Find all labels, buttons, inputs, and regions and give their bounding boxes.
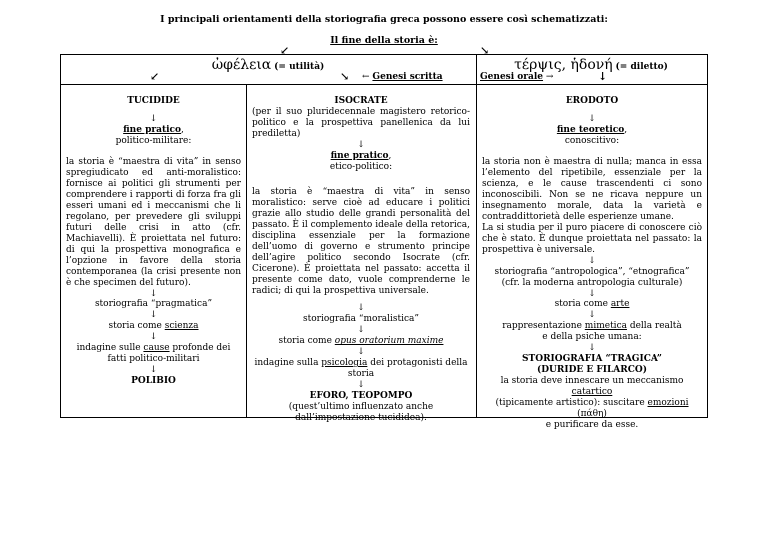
arrow-down: ↓ — [149, 365, 158, 376]
arrow-right: → — [545, 72, 554, 82]
col1-paragraph: la storia è “maestra di vita” in senso spregiudicato ed anti-moralistico: fornisce ai politici gli strumenti per comprendere i rapporti di forza fra gli esseri umani ed i meccanismi che li regolano, per prevedere gli sviluppi futuri delle crisi in atto (cfr. Machiavelli). È proiettata nel futuro: di qui la prospettiva monografica e l’opzione in favore della storia contemporanea (la crisi presente non è che specimen del futuro). — [66, 156, 241, 288]
document-subtitle: Il fine della storia è: — [330, 35, 438, 46]
arrow-down: ↓ — [588, 310, 596, 321]
greek-utilita: ὠφέλεια — [211, 57, 272, 73]
col2-fine-desc: etico-politico: — [329, 161, 393, 172]
col2-paragraph: la storia è “maestra di vita” in senso moralistico: serve cioè ad educare i politici grazie allo studio delle grandi personalità del passato. È il complemento ideale della retorica, disciplina essenziale per la formazione dell’uomo di governo e strumento principe dell’agire politico secondo Isocrate (cfr. Cicerone). È proiettata nel passato: accetta il presente come dato, vuole comprenderne le radici; di qui la prospettiva universale. — [252, 186, 470, 296]
col1-fine: fine pratico — [123, 124, 181, 135]
col3-s3: rappresentazione mimetica della realtà — [502, 321, 682, 332]
col1-fine-desc: politico-militare: — [115, 135, 192, 146]
arrow-down: ↓ — [149, 113, 158, 124]
arrow-se-top: ↘ — [480, 44, 490, 57]
column-isocrate: ISOCRATE (per il suo pluridecennale magistero retorico-politico e la prospettiva panellenica da lui prediletta) ↓ fine pratico, etico-politico: la storia è “maestra di vita” in senso moralistico: serve cioè ad educare i politici grazie allo studio delle grandi personalità del passato. È il complemento ideale della retorica, disciplina essenziale per la formazione dell’uomo di governo e strumento principe dell’agire politico secondo Isocrate (cfr. Cicerone). È proiettata nel passato: accetta il presente come dato, vuole comprenderne le radici; di qui la prospettiva universale. ↓ storiografia “moralistica” ↓ storia come opus oratorium maxime ↓ indagine sulla psicologia dei protagonisti della storia ↓ EFORO, TEOPOMPO (quest’ultimo influenzato anche dall’impostazione tucididea). — [252, 96, 470, 424]
arrow-sw-top: ↙ — [280, 44, 290, 57]
genesi-orale-label: Genesi orale — [480, 72, 544, 82]
greek-diletto: τέρψις, ἡδονή — [514, 57, 613, 73]
document-title: I principali orientamenti della storiografia greca possono essere così schematizzati: — [160, 14, 608, 25]
arrow-left: ← — [362, 72, 370, 82]
column-erodoto: ERODOTO ↓ fine teoretico, conoscitivo: la storia non è maestra di nulla; manca in essa l’elemento del ripetibile, essenziale per la scienza, e le cause trascendenti ci sono inconoscibili. Non se ne ricava neppure un insegnamento morale, data la varietà e contraddittorietà delle esperienze umane. La si studia per il puro piacere di conoscere ciò che è stato. È dunque proiettata nel passato: la prospettiva è universale. ↓ storiografia “antropologica”, “etnografica” (cfr. la moderna antropologia culturale) ↓ storia come arte ↓ rappresentazione mimetica della realtà e della psiche umana: ↓ STORIOGRAFIA “TRAGICA” (DURIDE E FILARCO) la storia deve innescare un meccanismo catartico (tipicamente artistico): suscitare emozioni (πάθη) e purificare da esse. — [482, 96, 702, 431]
arrow-down: ↓ — [357, 325, 365, 336]
col3-fine-desc: conoscitivo: — [564, 135, 620, 146]
arrow-down: ↓ — [357, 303, 365, 314]
col3-s5-line3: e purificare da esse. — [545, 420, 639, 431]
col3-fine: fine teoretico — [556, 124, 625, 135]
genesi-orale — [480, 72, 553, 83]
col2-intro: (per il suo pluridecennale magistero retorico-politico e la prospettiva panellenica da lui prediletta) — [252, 106, 470, 139]
col2-s2: storia come opus oratorium maxime — [278, 336, 444, 347]
col3-s1: storiografia “antropologica”, “etnografica” — [494, 266, 690, 277]
col3-paragraph-2: La si studia per il puro piacere di conoscere ciò che è stato. È dunque proiettata nel passato: la prospettiva è universale. — [482, 222, 702, 255]
col1-s1: storiografia “pragmatica” — [94, 299, 213, 310]
col3-s2: storia come arte — [554, 299, 630, 310]
header-separator — [60, 84, 707, 85]
col1-name: TUCIDIDE — [127, 96, 180, 106]
col1-s2: storia come scienza — [108, 321, 199, 332]
col3-s5-line1: la storia deve innescare un meccanismo catartico — [500, 376, 684, 398]
arrow-down: ↓ — [588, 288, 596, 299]
col2-s1: storiografia “moralistica” — [302, 314, 419, 325]
arrow-down: ↓ — [149, 332, 158, 343]
col2-name: ISOCRATE — [334, 96, 388, 106]
col2-s3: indagine sulla psicologia dei protagonisti della storia — [254, 358, 468, 380]
col1-polibio: POLIBIO — [131, 376, 176, 387]
arrow-down: ↓ — [357, 380, 365, 391]
col1-s3: indagine sulle cause profonde dei fatti politico-militari — [76, 343, 231, 365]
col2-note: (quest’ultimo influenzato anche dall’impostazione tucididea). — [288, 402, 434, 424]
column-tucidide: TUCIDIDE ↓ fine pratico, politico-militare: la storia è “maestra di vita” in senso spregiudicato ed anti-moralistico: fornisce ai politici gli strumenti per comprendere i rapporti di forza fra gli esseri umani ed i meccanismi che li regolano, per prevedere gli sviluppi futuri delle crisi in atto (cfr. Machiavelli). È proiettata nel futuro: di qui la prospettiva monografica e l’opzione in favore della storia contemporanea (la crisi presente non è che specimen del futuro). ↓ storiografia “pragmatica” ↓ storia come scienza ↓ indagine sulle cause profonde dei fatti politico-militari ↓ POLIBIO — [66, 96, 241, 387]
gloss-utilita: (= utilità) — [274, 62, 325, 72]
gloss-diletto: (= diletto) — [615, 62, 668, 72]
arrow-sw-left: ↙ — [150, 70, 160, 83]
col2-eforo: EFORO, TEOPOMPO — [309, 391, 413, 402]
arrow-down: ↓ — [588, 255, 596, 266]
arrow-down-right-header: ↓ — [598, 70, 608, 83]
divider-main — [476, 54, 477, 417]
arrow-se-mid: ↘ — [340, 70, 350, 83]
col3-name: ERODOTO — [565, 96, 619, 106]
col3-tragica: STORIOGRAFIA “TRAGICA” — [522, 354, 662, 365]
col3-paragraph-1: la storia non è maestra di nulla; manca in essa l’elemento del ripetibile, essenziale per la scienza, e le cause trascendenti ci sono inconoscibili. Non se ne ricava neppure un insegnamento morale, data la varietà e contraddittorietà delle esperienze umane. — [482, 156, 702, 222]
divider-col1 — [246, 84, 247, 417]
arrow-down: ↓ — [588, 343, 596, 354]
arrow-down: ↓ — [357, 139, 365, 150]
arrow-down: ↓ — [588, 113, 596, 124]
arrow-down: ↓ — [149, 310, 158, 321]
col3-s3d: e della psiche umana: — [542, 332, 642, 343]
col3-s5-line2: (tipicamente artistico): suscitare emozioni (πάθη) — [495, 398, 689, 420]
arrow-down: ↓ — [149, 288, 158, 299]
genesi-scritta — [362, 72, 443, 83]
arrow-down: ↓ — [357, 347, 365, 358]
col2-fine: fine pratico — [330, 150, 389, 161]
col3-duride: (DURIDE E FILARCO) — [536, 365, 648, 376]
col3-s1b: (cfr. la moderna antropologia culturale) — [501, 277, 683, 288]
genesi-scritta-label: Genesi scritta — [372, 72, 443, 82]
